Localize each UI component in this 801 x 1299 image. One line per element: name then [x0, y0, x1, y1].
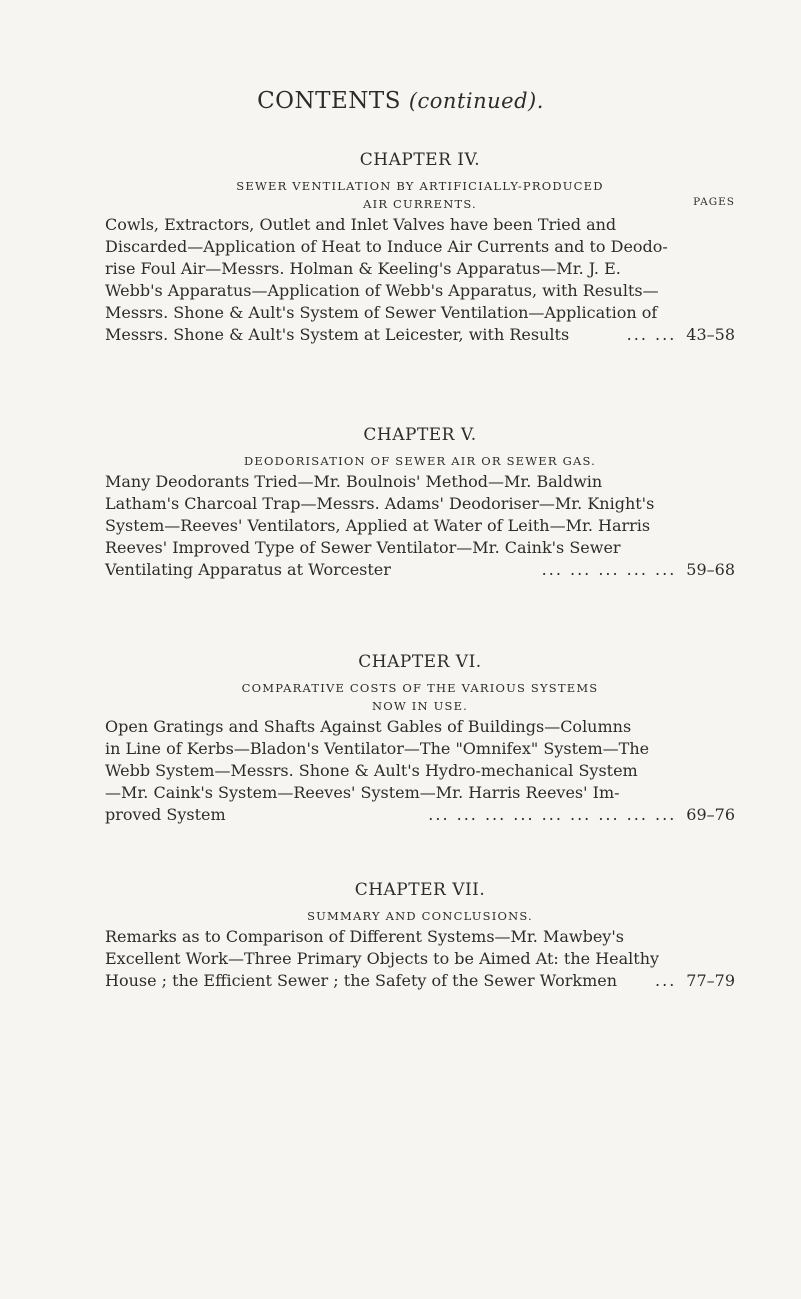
contents-line: Messrs. Shone & Ault's System of Sewer Ventilation—Application of — [105, 303, 658, 322]
pages-column-label: PAGES — [693, 196, 735, 208]
chapter-vi — [105, 652, 735, 826]
contents-line: Webb's Apparatus—Application of Webb's Apparatus, with Results— — [105, 281, 659, 300]
chapter-iv — [105, 150, 735, 346]
contents-line: rise Foul Air—Messrs. Holman & Keeling's Apparatus—Mr. J. E. — [105, 259, 621, 278]
chapter-subtitle-line: AIR CURRENTS. — [363, 197, 477, 211]
page-range: 77–79 — [686, 971, 735, 990]
contents-line: in Line of Kerbs—Bladon's Ventilator—The "Omnifex" System—The — [105, 739, 650, 758]
chapter-subtitle-line: COMPARATIVE COSTS OF THE VARIOUS SYSTEMS — [241, 681, 599, 695]
contents-line: Cowls, Extractors, Outlet and Inlet Valves have been Tried and — [105, 215, 617, 234]
contents-line: Discarded—Application of Heat to Induce Air Currents and to Deodo- — [105, 237, 668, 256]
chapter-title: CHAPTER IV. — [359, 150, 481, 170]
contents-line: Excellent Work—Three Primary Objects to be Aimed At: the Healthy — [105, 949, 660, 968]
dot-leader: ... — [655, 971, 677, 990]
chapter-contents — [105, 471, 735, 581]
contents-last-line — [105, 804, 735, 826]
contents-last-line — [105, 559, 735, 581]
contents-line: Many Deodorants Tried—Mr. Boulnois' Method—Mr. Baldwin — [105, 472, 603, 491]
chapter-subtitle-line: SEWER VENTILATION BY ARTIFICIALLY-PRODUCED — [236, 179, 604, 193]
page-range: 59–68 — [686, 560, 735, 579]
chapter-title: CHAPTER V. — [363, 425, 477, 445]
chapter-contents — [105, 214, 735, 346]
chapter-vii — [105, 880, 735, 992]
contents-line: System—Reeves' Ventilators, Applied at Water of Leith—Mr. Harris — [105, 516, 651, 535]
contents-line: House ; the Efficient Sewer ; the Safety of the Sewer Workmen — [105, 971, 618, 990]
contents-line: Messrs. Shone & Ault's System at Leicester, with Results — [105, 325, 570, 344]
contents-last-line — [105, 970, 735, 992]
contents-line: Ventilating Apparatus at Worcester — [105, 560, 391, 579]
contents-heading: CONTENTS — [257, 88, 402, 114]
dot-leader: ... ... — [626, 325, 677, 344]
contents-line: Webb System—Messrs. Shone & Ault's Hydro-mechanical System — [105, 761, 638, 780]
chapter-subtitle-line: SUMMARY AND CONCLUSIONS. — [307, 909, 533, 923]
chapter-subtitle-line: NOW IN USE. — [371, 699, 469, 713]
chapter-title: CHAPTER VII. — [354, 880, 486, 900]
contents-line: proved System — [105, 805, 226, 824]
page-range: 43–58 — [686, 325, 735, 344]
contents-line: Open Gratings and Shafts Against Gables of Buildings—Columns — [105, 717, 632, 736]
contents-line: Reeves' Improved Type of Sewer Ventilator—Mr. Caink's Sewer — [105, 538, 621, 557]
continued-note: (continued). — [408, 89, 544, 113]
contents-line: —Mr. Caink's System—Reeves' System—Mr. Harris Reeves' Im- — [105, 783, 620, 802]
page-range: 69–76 — [686, 805, 735, 824]
contents-line: Remarks as to Comparison of Different Systems—Mr. Mawbey's — [105, 927, 624, 946]
chapter-contents — [105, 716, 735, 826]
contents-line: Latham's Charcoal Trap—Messrs. Adams' Deodoriser—Mr. Knight's — [105, 494, 655, 513]
chapter-title: CHAPTER VI. — [358, 652, 482, 672]
dot-leader: ... ... ... ... ... ... ... ... ... — [428, 805, 677, 824]
chapter-contents — [105, 926, 735, 992]
page-title — [0, 88, 801, 114]
contents-last-line — [105, 324, 735, 346]
chapter-v — [105, 425, 735, 581]
dot-leader: ... ... ... ... ... — [541, 560, 677, 579]
chapter-subtitle-line: DEODORISATION OF SEWER AIR OR SEWER GAS. — [244, 454, 596, 468]
